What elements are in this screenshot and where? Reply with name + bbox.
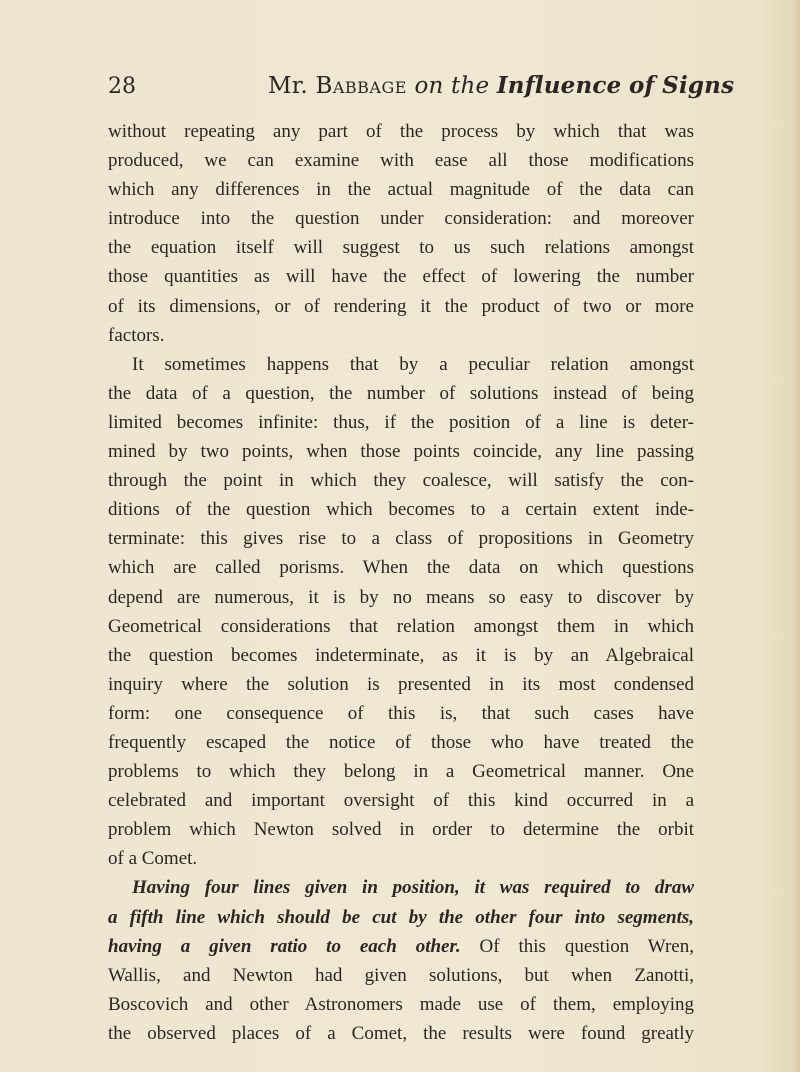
text-line: factors. bbox=[108, 324, 165, 346]
text-line: the equation itself will suggest to us such relations amongst bbox=[108, 237, 694, 259]
title-the: the bbox=[451, 73, 490, 99]
text-line: problems to which they belong in a Geometrical manner. One bbox=[108, 761, 694, 783]
text-line: through the point in which they coalesce, will satisfy the con- bbox=[108, 470, 694, 492]
page-number: 28 bbox=[108, 74, 136, 99]
text-line: form: one consequence of this is, that such cases have bbox=[108, 702, 694, 724]
text-line: terminate: this gives rise to a class of propositions in Geometry bbox=[108, 528, 694, 550]
text-line: Wallis, and Newton had given solutions, but when Zanotti, bbox=[108, 964, 694, 986]
title-name: Babbage bbox=[315, 73, 407, 99]
text-line: problem which Newton solved in order to determine the orbit bbox=[108, 819, 694, 841]
text-fragment: Of this question Wren, bbox=[460, 935, 694, 957]
title-signs: Signs bbox=[662, 72, 735, 99]
text-line: Geometrical considerations that relation amongst them in which bbox=[108, 615, 694, 637]
text-line: ditions of the question which becomes to a certain extent inde- bbox=[108, 499, 694, 521]
title-on: on bbox=[414, 73, 444, 99]
page-header bbox=[108, 72, 735, 104]
text-line: produced, we can examine with ease all those modifications bbox=[108, 150, 694, 172]
text-line: frequently escaped the notice of those who have treated the bbox=[108, 731, 694, 753]
body-text bbox=[108, 117, 694, 1048]
page-edge bbox=[790, 0, 800, 1072]
text-line: introduce into the question under consideration: and moreover bbox=[108, 208, 694, 230]
text-line: inquiry where the solution is presented in its most condensed bbox=[108, 673, 694, 695]
text-line: of its dimensions, or of rendering it the product of two or more bbox=[108, 295, 694, 317]
text-line: mined by two points, when those points coincide, any line passing bbox=[108, 441, 694, 463]
text-line: Boscovich and other Astronomers made use of them, employing bbox=[108, 993, 694, 1015]
italic-text-line: a fifth line which should be cut by the other four into segments, bbox=[108, 906, 694, 928]
italic-text-line: Having four lines given in position, it was required to draw bbox=[132, 877, 694, 899]
text-line: the question becomes indeterminate, as it is by an Algebraical bbox=[108, 644, 694, 666]
text-line: the observed places of a Comet, the results were found greatly bbox=[108, 1022, 694, 1044]
text-line: those quantities as will have the effect of lowering the number bbox=[108, 266, 694, 288]
text-line: which any differences in the actual magnitude of the data can bbox=[108, 179, 694, 201]
title-influence: Influence bbox=[496, 72, 622, 99]
text-line: which are called porisms. When the data on which questions bbox=[108, 557, 694, 579]
text-line: It sometimes happens that by a peculiar relation amongst bbox=[132, 353, 694, 375]
text-line: celebrated and important oversight of this kind occurred in a bbox=[108, 790, 694, 812]
text-line: the data of a question, the number of solutions instead of being bbox=[108, 382, 694, 404]
running-title bbox=[268, 72, 734, 99]
text-line: without repeating any part of the process by which that was bbox=[108, 121, 694, 142]
text-line bbox=[108, 932, 694, 961]
text-line: of a Comet. bbox=[108, 848, 198, 870]
italic-fragment: having a given ratio to each other. bbox=[108, 935, 461, 957]
title-prefix: Mr. bbox=[268, 73, 308, 99]
title-of: of bbox=[629, 72, 655, 99]
text-line: limited becomes infinite: thus, if the position of a line is deter- bbox=[108, 411, 694, 433]
text-line: depend are numerous, it is by no means so easy to discover by bbox=[108, 586, 694, 608]
